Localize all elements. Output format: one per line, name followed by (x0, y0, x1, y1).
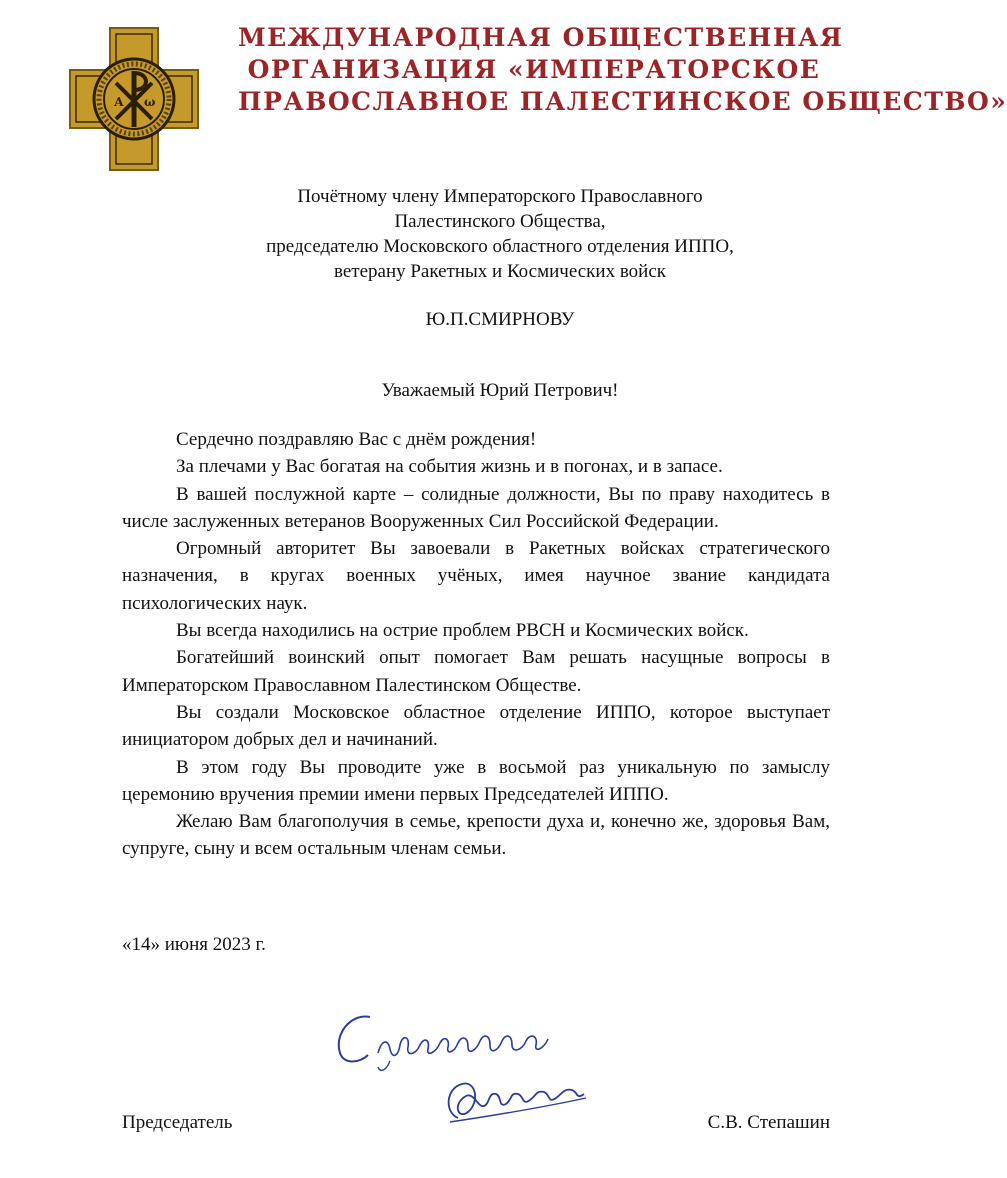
body-paragraph: В этом году Вы проводите уже в восьмой раз уникальную по замыслу церемонию вручения премии имени первых Председателей ИППО. (122, 756, 830, 805)
body-paragraph: Богатейший воинский опыт помогает Вам решать насущные вопросы в Императорском Православном Палестинском Обществе. (122, 647, 830, 696)
body-paragraph: В вашей послужной карте – солидные должности, Вы по праву находитесь в числе заслуженных ветеранов Вооруженных Сил Российской Федерации. (122, 483, 830, 532)
handwritten-regards (330, 1005, 570, 1075)
svg-text:А: А (114, 95, 124, 109)
org-title-line: ОРГАНИЗАЦИЯ «ИМПЕРАТОРСКОЕ (247, 55, 821, 84)
body-paragraph: Вы создали Московское областное отделение ИППО, которое выступает инициатором добрых дел и начинаний. (122, 701, 830, 751)
recipient-line: председателю Московского областного отделения ИППО, (266, 236, 734, 257)
org-title-line: ПРАВОСЛАВНОЕ ПАЛЕСТИНСКОЕ ОБЩЕСТВО» (238, 87, 1007, 116)
organization-title (238, 22, 1007, 118)
recipient-line: Почётному члену Императорского Православного (297, 186, 703, 207)
signature-mark (440, 1068, 590, 1128)
letter-date: «14» июня 2023 г. (122, 934, 266, 955)
salutation: Уважаемый Юрий Петрович! (381, 380, 619, 401)
svg-text:ω: ω (144, 95, 156, 109)
body-paragraph: Огромный авторитет Вы завоевали в Ракетных войсках стратегического назначения, в кругах военных учёных, имея научное звание кандидата психологических наук. (122, 538, 830, 614)
letter-body (122, 426, 830, 863)
body-paragraph: Желаю Вам благополучия в семье, крепости духа и, конечно же, здоровья Вам, супруге, сыну и всем остальным членам семьи. (122, 811, 830, 860)
recipient-line: ветерану Ракетных и Космических войск (333, 261, 667, 282)
recipient-block (200, 184, 800, 284)
society-emblem-icon (70, 28, 198, 170)
body-paragraph: Сердечно поздравляю Вас с днём рождения! (176, 429, 537, 450)
org-title-line: МЕЖДУНАРОДНАЯ ОБЩЕСТВЕННАЯ (238, 23, 844, 52)
signer-name: С.В. Степашин (707, 1112, 830, 1133)
signer-position: Председатель (122, 1112, 233, 1133)
recipient-name: Ю.П.СМИРНОВУ (425, 309, 575, 330)
body-paragraph: За плечами у Вас богатая на события жизнь и в погонах, и в запасе. (176, 456, 723, 478)
recipient-line: Палестинского Общества, (394, 211, 606, 232)
body-paragraph: Вы всегда находились на острие проблем РВСН и Космических войск. (176, 620, 749, 642)
